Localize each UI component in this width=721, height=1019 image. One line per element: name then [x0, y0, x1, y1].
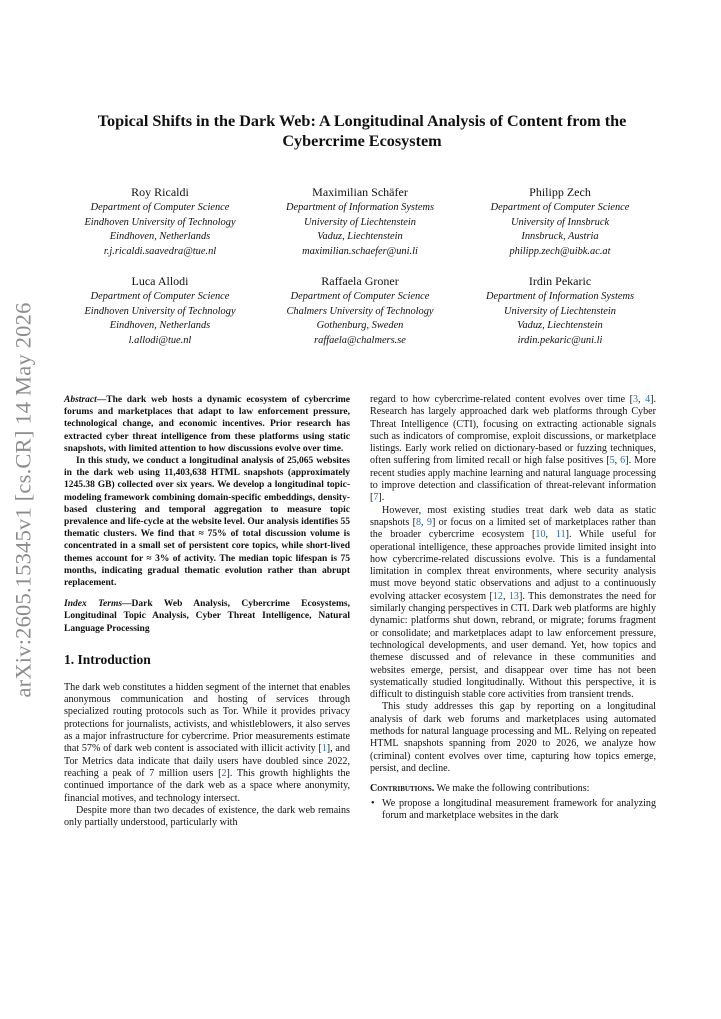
contributions-intro: We make the following contributions: [434, 783, 590, 795]
author-raffaela-groner [260, 273, 460, 348]
author-philipp-zech [460, 184, 660, 259]
author-location: Vaduz, Liechtenstein [517, 320, 603, 332]
author-location: Vaduz, Liechtenstein [317, 231, 403, 243]
introduction-body [64, 682, 350, 830]
author-location: Eindhoven, Netherlands [109, 320, 211, 332]
citation-link[interactable]: 4 [645, 394, 651, 405]
abstract-paragraph-1 [64, 394, 350, 455]
citation-link[interactable]: 3 [632, 394, 639, 405]
citation-link[interactable]: 5 [609, 455, 615, 467]
citation-link[interactable]: 10 [535, 529, 546, 541]
author-department: Department of Computer Science [290, 291, 430, 302]
author-block-row2 [60, 273, 660, 348]
contribution-item: • We propose a longitudinal measurement framework for analyzing forum and marketplace websites in the dark [370, 798, 656, 823]
author-department: Department of Computer Science [490, 202, 630, 213]
citation-link[interactable]: 8 [415, 516, 422, 528]
arxiv-id[interactable]: arXiv:2605.15345v1 [cs.CR] 14 May 2026 [11, 302, 37, 698]
author-maximilian-schaefer [260, 184, 460, 259]
citation-link[interactable]: 2 [221, 767, 227, 779]
author-institution: Eindhoven University of Technology [84, 305, 236, 317]
intro-paragraph-1: The dark web constitutes a hidden segment of the internet that enables anonymous communication and hosting of services through specialized routing protocols such as Tor. While it provides privacy protections for journalists, activists, and whistleblowers, it also serves as a major infrastructure for cybercrime. Prior measurements estimate that 57% of dark web content is associated with illicit activity [1], and Tor Metrics data indicate that daily users have doubled since 2022, reaching a peak of 7 million users [2]. This growth highlights the continued importance of the dark web as a space where anonymity, financial motives, and technology intersect. [64, 681, 350, 804]
author-institution: Chalmers University of Technology [286, 305, 434, 317]
author-roy-ricaldi [60, 184, 260, 259]
author-block-row1 [60, 184, 660, 259]
intro-paragraph-4: However, most existing studies treat dark web data as static snapshots [8, 9] or focus on a limited set of marketplaces rather than the broader cybercrime ecosystem [10, 11]. While useful for operational intelligence, these approaches provide limited insight into how cybercrime-related discussions evolve. This is a fundamental limitation in complex threat environments, where security analysis must move beyond static observations and adjust to a continuously evolving attacker ecosystem [12, 13]. This demonstrates the need for similarly changing perspectives in CTI. Dark web platforms are highly dynamic: platforms shut down, rebrand, or migrate; forums fragment or consolidate; and marketplaces adapt to law enforcement pressure, technological developments, and user demand. Yet, how topics and themese discussed and of relevance in these communities and websites emerge, persist, and disappear over time has not been systematically studied longitudinally. Without this perspective, it is difficult to distinguish stable core activities from transient trends. [370, 504, 657, 701]
author-institution: University of Innsbruck [510, 216, 610, 228]
author-name: Philipp Zech [529, 185, 591, 199]
index-terms-text: —Dark Web Analysis, Cybercrime Ecosystems, Longitudinal Topic Analysis, Cyber Threat Intelligence, Natural Language Processing [64, 599, 350, 634]
author-email[interactable]: philipp.zech@uibk.ac.at [509, 245, 611, 257]
author-name: Luca Allodi [131, 274, 189, 288]
author-location: Eindhoven, Netherlands [109, 231, 211, 243]
index-terms-label: Index Terms [64, 599, 123, 610]
contributions-paragraph [370, 783, 656, 795]
author-name: Raffaela Groner [321, 274, 399, 288]
right-column-body [370, 394, 656, 822]
author-location: Gothenburg, Sweden [316, 320, 404, 332]
citation-link[interactable]: 7 [373, 492, 379, 504]
intro-paragraph-2: Despite more than two decades of existence, the dark web remains only partially understood, particularly with [64, 804, 350, 829]
author-email[interactable]: irdin.pekaric@uni.li [517, 334, 603, 346]
author-department: Department of Information Systems [485, 291, 635, 302]
citation-link[interactable]: 13 [508, 590, 519, 602]
author-name: Irdin Pekaric [528, 274, 592, 288]
citation-link[interactable]: 6 [620, 455, 626, 467]
abstract [64, 394, 350, 589]
abstract-label: Abstract [64, 395, 97, 405]
intro-paragraph-5: This study addresses this gap by reporting on a longitudinal analysis of dark web forums and marketplaces using automated methods for natural language processing and ML. Relying on repeated HTML snapshots spanning from 2020 to 2026, we analyze how (criminal) content evolves over time, capturing how topics emerge, persist, and decline. [370, 701, 656, 774]
author-institution: University of Liechtenstein [504, 305, 616, 317]
author-email[interactable]: raffaela@chalmers.se [314, 334, 406, 346]
abstract-paragraph-2: In this study, we conduct a longitudinal analysis of 25,065 websites in the dark web using 11,403,638 HTML snapshots (approximately 1245.38 GB) collected over six years. We develop a longitudinal topic-modeling framework combining domain-specific embeddings, density-based clustering and temporal aggregation to measure topic prevalence and life-cycle at the website level. Our analysis identifies 55 thematic clusters. We find that ≈ 75% of total discussion volume is concentrated in a small set of persistent core topics, while short-lived themes account for ≈ 3% of activity. The median topic lifespan is 75 months, indicating gradual thematic evolution rather than abrupt replacement. [64, 456, 350, 589]
author-name: Maximilian Schäfer [312, 185, 408, 199]
author-email[interactable]: maximilian.schaefer@uni.li [302, 245, 418, 257]
author-institution: University of Liechtenstein [304, 216, 416, 228]
citation-link[interactable]: 11 [555, 529, 566, 541]
section-heading-introduction: 1. Introduction [64, 651, 151, 667]
author-luca-allodi [60, 273, 260, 348]
citation-link[interactable]: 12 [492, 590, 503, 602]
author-department: Department of Information Systems [285, 202, 435, 213]
author-institution: Eindhoven University of Technology [84, 216, 236, 228]
index-terms [64, 598, 350, 635]
citation-link[interactable]: 9 [426, 516, 432, 528]
author-email[interactable]: r.j.ricaldi.saavedra@tue.nl [103, 245, 217, 257]
abstract-text-1: —The dark web hosts a dynamic ecosystem of cybercrime forums and marketplaces that adapt to law enforcement pressure, technological change, and economic incentives. Prior research has extracted cyber threat intelligence from these platforms using static snapshots, with limited attention to how discussions evolve over time. [64, 395, 350, 454]
author-irdin-pekaric [460, 273, 660, 348]
contributions-list [370, 798, 656, 823]
right-column [370, 394, 656, 822]
contributions-label: Contributions. [370, 783, 435, 795]
author-email[interactable]: l.allodi@tue.nl [128, 334, 192, 346]
citation-link[interactable]: 1 [321, 743, 327, 755]
intro-paragraph-3: regard to how cybercrime-related content evolves over time [3, 4]. Research has largely approached dark web platforms through Cyber Threat Intelligence (CTI), focusing on extracting actionable signals such as indicators of compromise, exploit discussions, or marketplace listings. Early work relied on dictionary-based or fuzzing techniques, often suffering from limited recall or high false positives [5, 6]. More recent studies apply machine learning and natural language processing to improve detection and classification of threat-relevant information [7]. [370, 394, 656, 504]
author-department: Department of Computer Science [90, 202, 230, 213]
arxiv-stamp [4, 290, 44, 710]
author-department: Department of Computer Science [90, 291, 230, 302]
author-location: Innsbruck, Austria [521, 231, 599, 243]
paper-title: Topical Shifts in the Dark Web: A Longitudinal Analysis of Content from the Cybercrime Ecosystem [97, 112, 627, 150]
author-name: Roy Ricaldi [131, 185, 189, 199]
left-column [64, 394, 350, 829]
